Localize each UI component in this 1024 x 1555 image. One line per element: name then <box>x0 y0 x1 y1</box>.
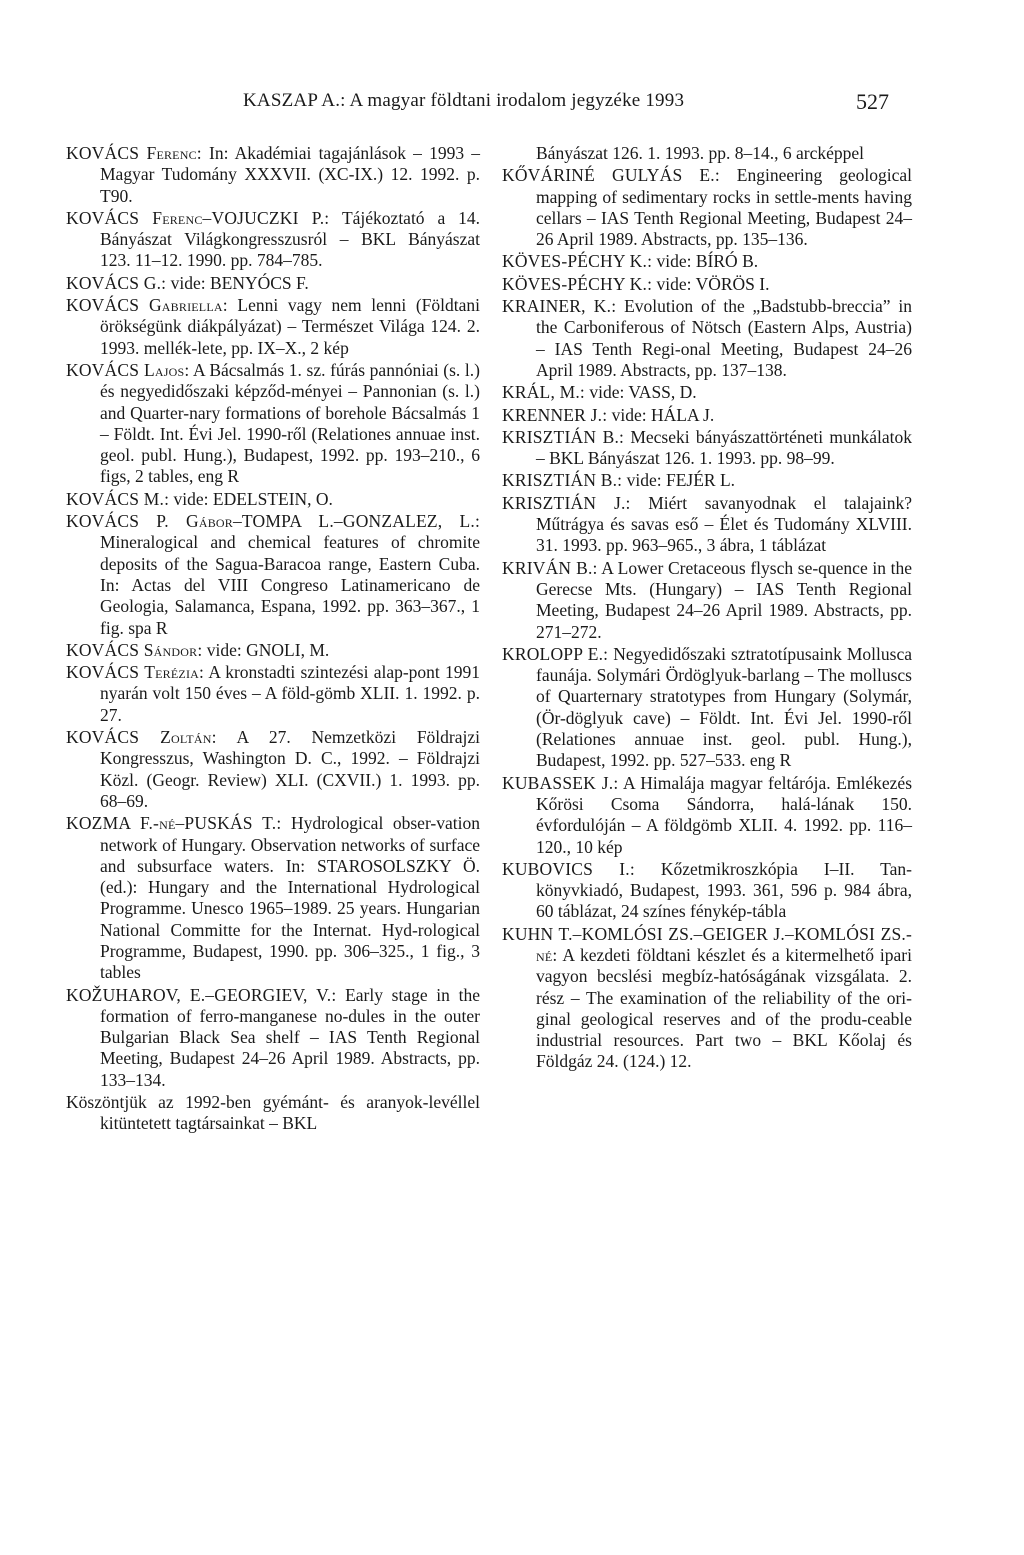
entry-author: KOVÁCS Ferenc: <box>66 143 202 163</box>
entry-author: KOVÁCS Sándor: <box>66 639 203 660</box>
entry-text: vide: BÍRÓ B. <box>652 251 759 272</box>
bibliography-entry <box>66 985 480 1091</box>
bibliography-entry <box>66 489 480 510</box>
entry-author: KUBOVICS I.: <box>502 858 635 879</box>
entry-author: KUBASSEK J.: <box>502 772 619 793</box>
entry-author: KRISZTIÁN B.: <box>502 470 623 491</box>
bibliography-entry <box>66 273 480 294</box>
entry-text: vide: GNOLI, M. <box>202 639 330 660</box>
entry-author: KOVÁCS P. Gábor–TOMPA L.–GONZALEZ, L.: <box>66 511 480 532</box>
bibliography-entry <box>66 662 480 726</box>
bibliography-entry <box>502 382 912 403</box>
bibliography-entry <box>502 859 912 923</box>
bibliography-entry <box>66 511 480 639</box>
entry-text: Tájékoztató a 14. Bányászat Világkongresszusról – BKL Bányászat 123. 11–12. 1990. pp. 784–785. <box>100 207 481 271</box>
bibliography-entry <box>66 640 480 661</box>
bibliography-entry <box>502 470 912 491</box>
entry-text: vide: VÖRÖS I. <box>652 273 770 294</box>
entry-author: KOŽUHAROV, E.–GEORGIEV, V.: <box>66 984 337 1005</box>
entry-text: Miért savanyodnak el talajaink? Műtrágya és savas eső – Élet és Tudomány XLVIII. 31. 1993. pp. 963–965., 3 ábra, 1 táblázat <box>536 492 912 556</box>
entry-text: A kronstadti szintezési alap-pont 1991 nyarán volt 150 éves – A föld-gömb XLII. 1. 1992. p. 27. <box>100 662 480 725</box>
entry-text: Evolution of the „Badstubb-breccia” in the Carboniferous of Nötsch (Eastern Alps, Austria) – IAS Tenth Regi-onal Meeting, Budapest 24–26 April 1989. Abstracts, pp. 137–138. <box>536 296 912 380</box>
entry-text: A 27. Nemzetközi Földrajzi Kongresszus, Washington D. C., 1992. – Földrajzi Közl. (Geogr. Review) XLI. (CXVII.) 1. 1993. pp. 68–69. <box>100 727 480 811</box>
bibliography-entry <box>502 274 912 295</box>
right-column <box>502 143 912 1074</box>
entry-text: vide: HÁLA J. <box>607 404 715 425</box>
bibliography-entry <box>502 773 912 858</box>
entry-author: KUHN T.–KOMLÓSI ZS.–GEIGER J.–KOMLÓSI ZS.-né: <box>502 923 912 965</box>
entry-text: Kőzetmikroszkópia I–II. Tan-könyvkiadó, Budapest, 1993. 361, 596 p. 984 ábra, 60 táblázat, 24 színes fénykép-tábla <box>536 858 912 922</box>
bibliography-entry <box>66 360 480 488</box>
entry-text: Engineering geological mapping of sedimentary rocks in settle-ments having cellars – IAS Tenth Regional Meeting, Budapest 24–26 April 1989. Abstracts, pp. 135–136. <box>536 165 912 250</box>
entry-text: Hydrological obser-vation network of Hungary. Observation networks of surface and subsurface waters. In: STAROSOLSZKY Ö. (ed.): Hungary and the International Hydrological Programme. Unesco 1965–1989. 25 years. Hungarian National Committe for the Internat. Hyd-rological Programme, Budapest, 1990. pp. 306–325., 1 fig., 3 tables <box>100 813 480 983</box>
bibliography-entry <box>66 143 480 207</box>
entry-author: KRAINER, K.: <box>502 296 617 317</box>
entry-text: Early stage in the formation of ferro-manganese no-dules in the outer Bulgarian Black Sea shelf – IAS Tenth Regional Meeting, Budapest 24–26 April 1989. Abstracts, pp. 133–134. <box>100 984 480 1090</box>
bibliography-entry <box>502 644 912 772</box>
entry-text: In: Akadémiai tagajánlások – 1993 – Magyar Tudomány XXXVII. (XC-IX.) 12. 1992. p. T90. <box>100 143 480 206</box>
entry-text: Köszöntjük az 1992-ben gyémánt- és aranyok-levéllel kitüntetett tagtársainkat – BKL <box>66 1092 480 1134</box>
entry-author: KÖVES-PÉCHY K.: <box>502 251 653 272</box>
bibliography-entry <box>66 208 480 272</box>
entry-author: KOVÁCS Lajos: <box>66 359 190 380</box>
entry-text: Mecseki bányászattörténeti munkálatok – BKL Bányászat 126. 1. 1993. pp. 98–99. <box>536 426 912 469</box>
entry-text: A Lower Cretaceous flysch se-quence in the Gerecse Mts. (Hungary) – IAS Tenth Regional Meeting, Budapest 24–26 April 1989. Abstracts, pp. 271–272. <box>536 557 913 642</box>
entry-author: KRIVÁN B.: <box>502 557 598 578</box>
bibliography-entry <box>66 295 480 359</box>
entry-author: KOVÁCS G.: <box>66 272 167 293</box>
entry-text: Negyedidőszaki sztratotípusaink Mollusca faunája. Solymári Ördöglyuk-barlang – The molluscs of Quarternary stratotypes from Hungary (Solymár, (Ör-döglyuk cave) – Földt. Int. Évi Jel. 1990-ről (Relationes annuae inst. geol. publ. Hung.), Budapest, 1992. pp. 527–533. eng R <box>536 643 913 771</box>
entry-author: KOVÁCS Terézia: <box>66 662 205 683</box>
entry-text: Mineralogical and chemical features of chromite deposits of the Sagua-Baracoa range, Eastern Cuba. In: Actas del VIII Congreso Latinamericano de Geologia, Salamanca, Espana, 1992. pp. 363–367., 1 fig. spa R <box>100 532 480 638</box>
entry-author: KOVÁCS Zoltán: <box>66 727 217 748</box>
bibliography-entry <box>502 558 912 643</box>
bibliography-entry <box>66 727 480 812</box>
entry-author: KOZMA F.-né–PUSKÁS T.: <box>66 813 282 834</box>
entry-author: KÖVES-PÉCHY K.: <box>502 273 653 294</box>
bibliography-entry <box>502 143 912 164</box>
entry-text: Bányászat 126. 1. 1993. pp. 8–14., 6 arcképpel <box>536 143 865 163</box>
bibliography-entry <box>502 405 912 426</box>
entry-text: vide: EDELSTEIN, O. <box>169 488 333 509</box>
bibliography-entry <box>66 1092 480 1135</box>
entry-text: A Himalája magyar feltárója. Emlékezés Kőrösi Csoma Sándorra, halá-lának 150. évfordulóján – A földgömb XLII. 4. 1992. pp. 116–120., 10 kép <box>536 772 913 857</box>
bibliography-entry <box>502 493 912 557</box>
entry-text: vide: BENYÓCS F. <box>166 272 309 293</box>
entry-author: KRÁL, M.: <box>502 382 585 403</box>
bibliography-entry <box>502 427 912 470</box>
entry-author: KROLOPP E.: <box>502 643 609 664</box>
entry-text: vide: FEJÉR L. <box>622 470 736 491</box>
bibliography-entry <box>502 165 912 250</box>
page-number: 527 <box>856 89 889 114</box>
entry-author: KOVÁCS Ferenc–VOJUCZKI P.: <box>66 207 330 228</box>
entry-text: Lenni vagy nem lenni (Földtani örökségünk diákpályázat) – Természet Világa 124. 2. 1993. mellék-lete, pp. IX–X., 2 kép <box>100 295 481 358</box>
left-column <box>66 143 480 1136</box>
entry-text: A kezdeti földtani készlet és a kitermelhető ipari vagyon becslési megbíz-hatóságának vizsgálata. 2. rész – The examination of the reliability of the ori-ginal geological reserves and of the produ-ceable industrial resources. Part two – BKL Kőolaj és Földgáz 24. (124.) 12. <box>536 944 912 1072</box>
entry-text: A Bácsalmás 1. sz. fúrás pannóniai (s. l.) és negyedidőszaki képződ-ményei – Pannonian (s. l.) and Quarter-nary formations of borehole Bácsalmás 1 – Földt. Int. Évi Jel. 1990-ről (Relationes annuae inst. geol. publ. Hung.), Budapest, 1992. pp. 193–210., 6 figs, 2 tables, eng R <box>100 359 480 487</box>
entry-text: vide: VASS, D. <box>585 382 697 403</box>
entry-author: KRENNER J.: <box>502 404 608 425</box>
entry-author: KOVÁCS M.: <box>66 488 170 509</box>
running-head: KASZAP A.: A magyar földtani irodalom jegyzéke 1993 <box>243 90 685 111</box>
entry-author: KOVÁCS Gabriella: <box>66 295 228 316</box>
entry-author: KŐVÁRINÉ GULYÁS E.: <box>502 165 720 186</box>
entry-author: KRISZTIÁN B.: <box>502 426 625 447</box>
bibliography-entry <box>66 813 480 983</box>
bibliography-entry <box>502 296 912 381</box>
bibliography-entry <box>502 924 912 1073</box>
entry-author: KRISZTIÁN J.: <box>502 492 631 513</box>
bibliography-entry <box>502 251 912 272</box>
